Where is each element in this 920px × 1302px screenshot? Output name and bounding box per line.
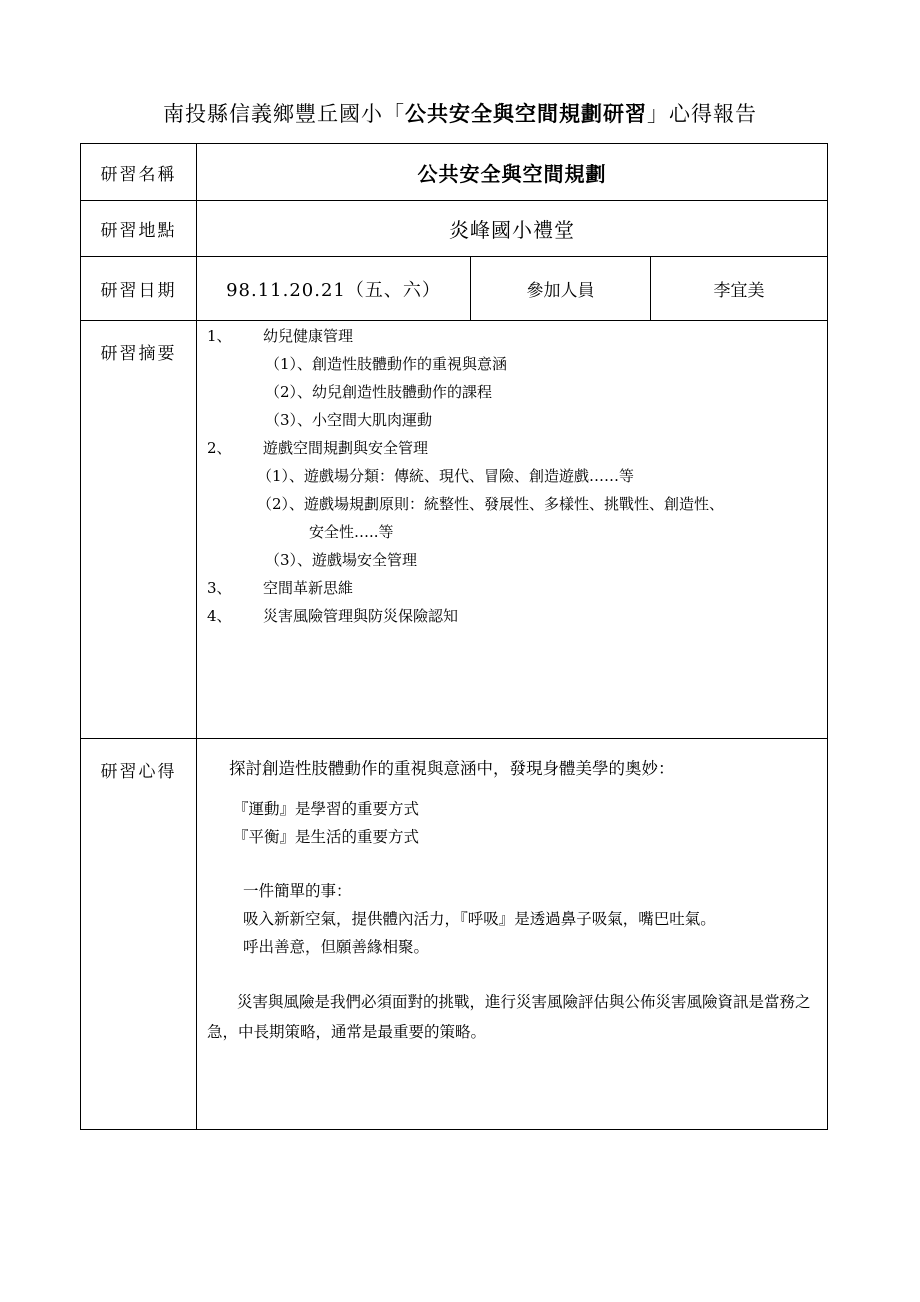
summary-num-4: 4、	[207, 607, 232, 625]
reflection-line-4: 吸入新新空氣，提供體內活力，『呼吸』是透過鼻子吸氣，嘴巴吐氣。	[243, 910, 716, 928]
summary-sub-1a: （1）、創造性肢體動作的重視與意涵	[265, 355, 508, 373]
reflection-paragraph: 災害與風險是我們必須面對的挑戰，進行災害風險評估與公佈災害風險資訊是當務之急，中長期策略，通常是最重要的策略。	[207, 993, 811, 1041]
row-reflection	[81, 739, 828, 1130]
document-title	[0, 98, 920, 128]
row-date	[81, 257, 828, 321]
value-location: 炎峰國小禮堂	[197, 201, 828, 257]
row-summary	[81, 321, 828, 739]
label-reflection: 研習心得	[81, 739, 197, 1130]
summary-content	[197, 321, 828, 739]
summary-num-3: 3、	[207, 579, 232, 597]
summary-item-3: 空間革新思維	[263, 579, 354, 597]
reflection-line-2: 『平衡』是生活的重要方式	[233, 828, 420, 846]
summary-sub-1c: （3）、小空間大肌肉運動	[265, 411, 433, 429]
reflection-line-1: 『運動』是學習的重要方式	[233, 800, 420, 818]
title-suffix: 」心得報告	[647, 102, 757, 126]
label-participants: 參加人員	[471, 257, 651, 321]
label-summary: 研習摘要	[81, 321, 197, 739]
reflection-intro: 探討創造性肢體動作的重視與意涵中，發現身體美學的奧妙：	[229, 759, 675, 778]
value-participant: 李宜美	[651, 257, 828, 321]
summary-item-1: 幼兒健康管理	[263, 327, 354, 345]
summary-sub-2b-cont: 安全性…..等	[309, 523, 394, 541]
title-bold: 公共安全與空間規劃研習	[405, 101, 647, 126]
report-table	[80, 143, 828, 1130]
row-location	[81, 201, 828, 257]
summary-item-2: 遊戲空間規劃與安全管理	[263, 439, 429, 457]
summary-num-2: 2、	[207, 439, 232, 457]
summary-sub-2c: （3）、遊戲場安全管理	[265, 551, 418, 569]
label-location: 研習地點	[81, 201, 197, 257]
summary-sub-1b: （2）、幼兒創造性肢體動作的課程	[265, 383, 493, 401]
value-name: 公共安全與空間規劃	[197, 144, 828, 201]
reflection-line-3: 一件簡單的事：	[243, 882, 352, 900]
summary-sub-2b: （2）、遊戲場規劃原則：統整性、發展性、多樣性、挑戰性、創造性、	[257, 495, 725, 513]
summary-num-1: 1、	[207, 327, 232, 345]
summary-item-4: 災害風險管理與防災保險認知	[263, 607, 459, 625]
summary-sub-2a: （1）、遊戲場分類：傳統、現代、冒險、創造遊戲……等	[257, 467, 635, 485]
label-name: 研習名稱	[81, 144, 197, 201]
title-prefix: 南投縣信義鄉豐丘國小「	[163, 102, 405, 126]
reflection-content	[197, 739, 828, 1130]
reflection-line-5: 呼出善意，但願善緣相聚。	[243, 938, 430, 956]
label-date: 研習日期	[81, 257, 197, 321]
value-date: 98.11.20.21（五、六）	[197, 257, 471, 321]
row-name	[81, 144, 828, 201]
